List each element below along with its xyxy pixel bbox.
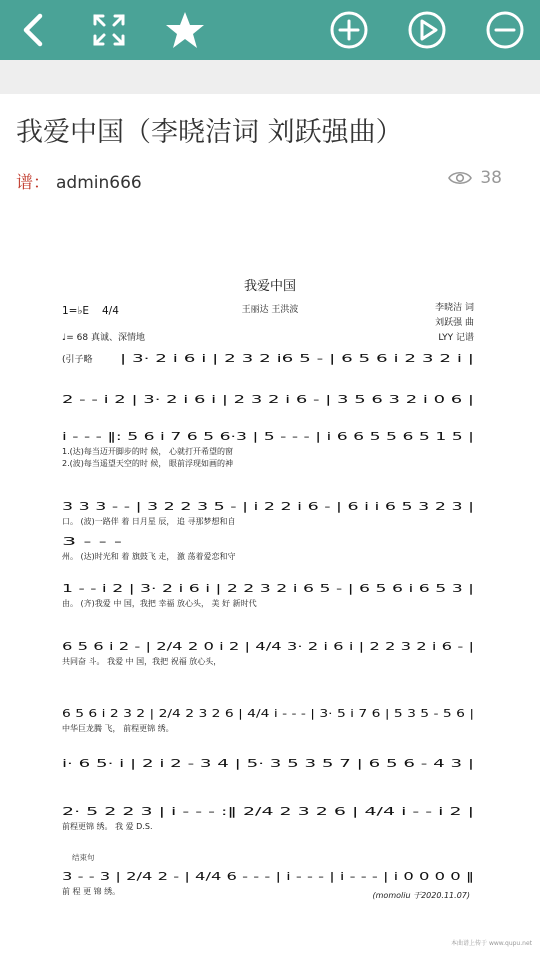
- score-line-lyric: 中华巨龙腾 飞， 前程更锦 绣。: [62, 724, 174, 733]
- score-time: 4/4: [102, 305, 119, 317]
- score-singers: 王丽达 王洪波: [241, 305, 299, 315]
- score-line-notes: 3 3 3 - - | 3 2 2 3 5 - | i 2 2 i 6 - | 6 i i 6 5 3 2 3 |: [62, 501, 474, 513]
- score-composer: 刘跃强 曲: [435, 318, 474, 328]
- author-line: [16, 168, 142, 193]
- fullscreen-button[interactable]: [85, 6, 133, 54]
- score-line-lyric: 前程更锦 绣。 我 爱 D.S.: [62, 822, 153, 831]
- eye-icon: [448, 170, 472, 186]
- view-count-value: 38: [480, 168, 502, 188]
- score-key: 1=♭E: [62, 305, 90, 317]
- watermark: 本曲谱上传于 www.qupu.net: [451, 940, 532, 947]
- sheet-music[interactable]: [60, 270, 480, 930]
- chevron-left-icon: [20, 12, 48, 48]
- play-circle-icon: [407, 10, 447, 50]
- score-line-lyric: 1.(达)每当迈开脚步的时 候， 心就打开希望的窗: [62, 447, 233, 456]
- author-label: 谱：: [16, 173, 50, 193]
- score-line-lyric: 共同奋 斗。 我爱 中 国，我把 祝福 放心头，: [62, 657, 222, 666]
- score-lyricist: 李晓洁 词: [435, 303, 474, 313]
- page-title: 我爱中国（李晓洁词 刘跃强曲）: [16, 117, 403, 148]
- intro-label: (引子略: [62, 355, 93, 365]
- plus-circle-icon: [329, 10, 369, 50]
- score-line-notes: 6 5 6 i 2 - | 2/4 2 0 i 2 | 4/4 3· 2 i 6 i | 2 2 3 2 i 6 - |: [62, 641, 474, 653]
- play-button[interactable]: [403, 6, 451, 54]
- score-line-lyric: 州。 (达)时光和 着 旗鼓飞 走， 激 荡着爱恋和守: [62, 552, 236, 561]
- score-line-notes: 3 - - 3 | 2/4 2 - | 4/4 6 - - - | i - - - | i - - - | i 0 0 0 0 ‖: [62, 871, 474, 883]
- coda-label: 结束句: [72, 853, 95, 862]
- score-line-notes: 3 - - -: [62, 536, 123, 548]
- top-toolbar: [0, 0, 540, 60]
- sheet-music-canvas: [60, 270, 480, 930]
- score-line-notes: 6 5 6 i 2 3 2 | 2/4 2 3 2 6 | 4/4 i - - - | 3· 5 i 7 6 | 5 3 5 - 5 6 |: [62, 708, 474, 720]
- score-line-lyric: 2.(波)每当遥望天空的时 候， 眼前浮现如画的神: [62, 459, 233, 468]
- score-line-notes: 2· 5 2 2 3 | i - - - :‖ 2/4 2 3 2 6 | 4/4 i - - i 2 |: [62, 806, 474, 818]
- zoom-in-button[interactable]: [325, 6, 373, 54]
- score-tempo: ♩= 68 真诚、深情地: [62, 333, 145, 343]
- favorite-button[interactable]: [161, 6, 209, 54]
- score-line-notes: | 3· 2 i 6 i | 2 3 2 i6 5 - | 6 5 6 i 2 3 2 i |: [120, 353, 474, 365]
- header-spacer: [0, 60, 540, 94]
- score-line-notes: 2 - - i 2 | 3· 2 i 6 i | 2 3 2 i 6 - | 3 5 6 3 2 i 0 6 |: [62, 394, 474, 406]
- score-transcriber: LYY 记谱: [438, 333, 474, 343]
- author-name[interactable]: admin666: [56, 173, 142, 193]
- view-count: [448, 168, 502, 188]
- score-line-notes: i· 6 5· i | 2 i 2 - 3 4 | 5· 3 5 3 5 7 | 6 5 6 - 4 3 |: [62, 758, 474, 770]
- zoom-out-button[interactable]: [481, 6, 529, 54]
- score-title: 我爱中国: [243, 279, 297, 294]
- score-line-notes: 1 - - i 2 | 3· 2 i 6 i | 2 2 3 2 i 6 5 - | 6 5 6 i 6 5 3 |: [62, 583, 474, 595]
- expand-arrows-icon: [92, 13, 126, 47]
- minus-circle-icon: [485, 10, 525, 50]
- back-button[interactable]: [10, 6, 58, 54]
- score-signature: (momoliu 于2020.11.07): [372, 891, 470, 900]
- score-line-notes: i - - - ‖: 5 6 i 7 6 5 6·3 | 5 - - - | i 6 6 5 5 6 5 1 5 |: [62, 431, 474, 443]
- score-lines: [62, 353, 474, 896]
- score-line-lyric: 前 程 更 锦 绣。: [62, 887, 121, 896]
- star-icon: [165, 10, 205, 50]
- score-line-lyric: 口。 (波)一路伴 着 日月星 辰， 追 寻那梦想和自: [62, 517, 236, 526]
- score-line-lyric: 由。 (齐)我爱 中 国，我把 幸福 放心头， 美 好 新时代: [62, 599, 257, 608]
